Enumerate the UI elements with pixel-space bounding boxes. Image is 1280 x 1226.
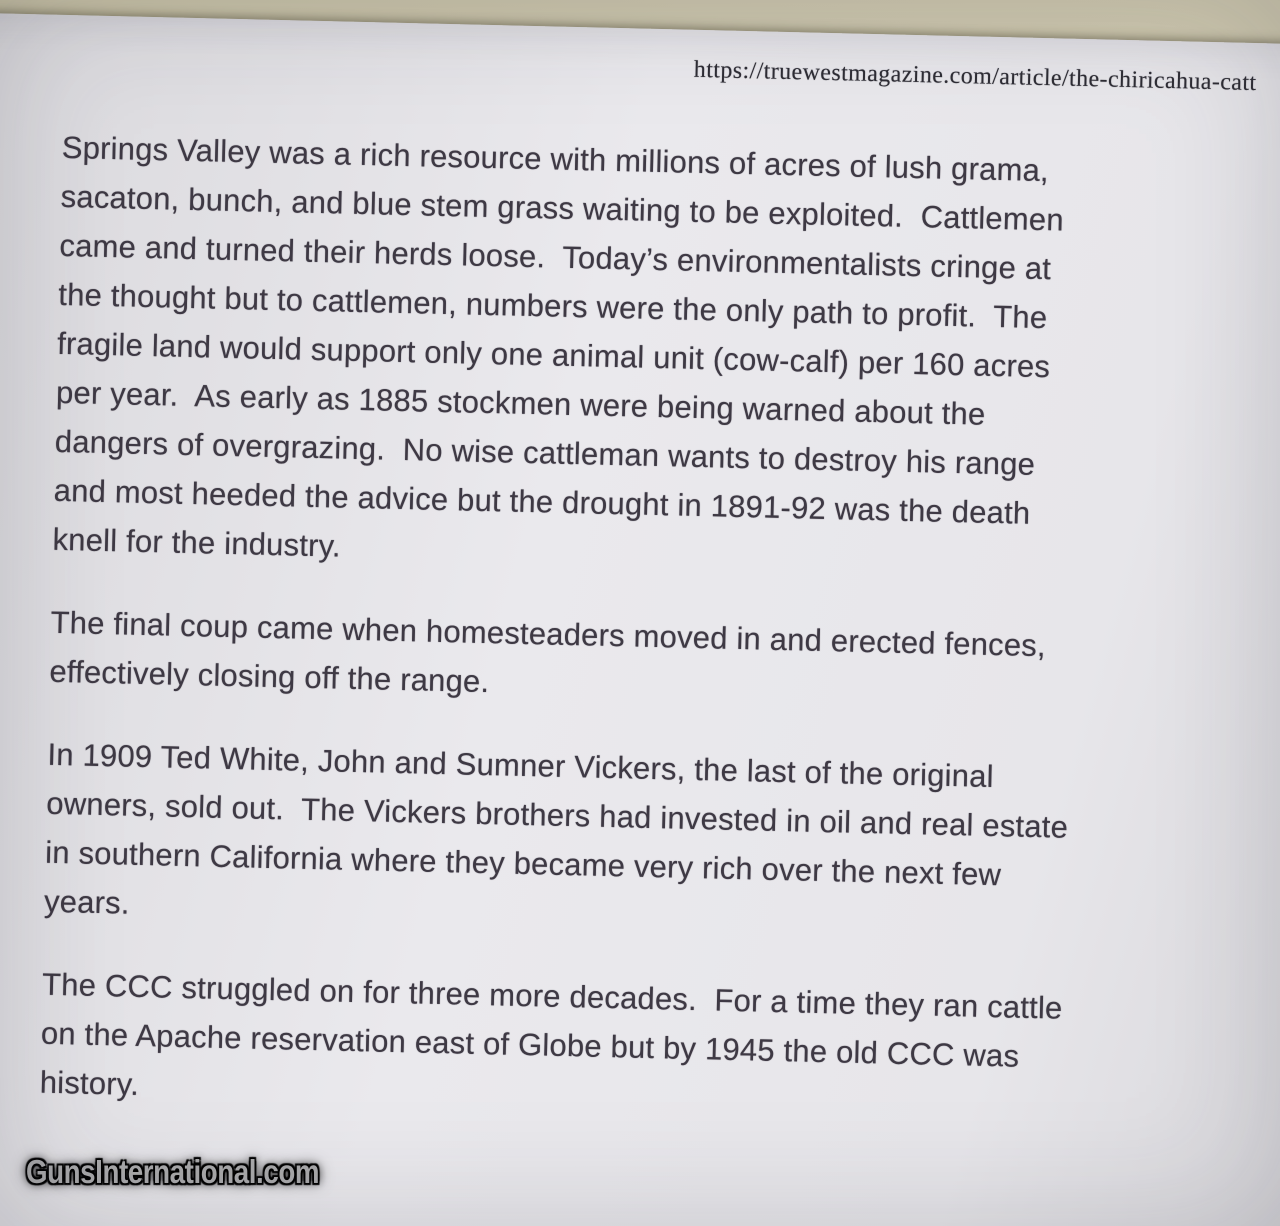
text-line: came and turned their herds loose. Today’s environmentalists cringe at (59, 227, 1052, 287)
text-line: the thought but to cattlemen, numbers were the only path to profit. The (57, 276, 1048, 336)
paragraph-homesteaders (49, 598, 1231, 724)
paragraph-ccc (39, 960, 1222, 1135)
text-line: fragile land would support only one animal unit (cow-calf) per 160 acres (56, 325, 1051, 385)
paragraph-vickers (44, 730, 1228, 954)
paragraph-grazing (52, 123, 1242, 592)
text-line: The final coup came when homesteaders moved in and erected fences, (50, 604, 1047, 664)
text-line: Springs Valley was a rich resource with millions of acres of lush grama, (61, 129, 1050, 189)
paper-page (0, 12, 1280, 1226)
article-body (39, 123, 1242, 1135)
text-line: owners, sold out. The Vickers brothers had invested in oil and real estate (45, 785, 1069, 845)
text-line: in southern California where they became very rich over the next few (44, 834, 1002, 893)
guns-international-watermark: GunsInternational.com (26, 1153, 320, 1190)
text-line: In 1909 Ted White, John and Sumner Vickers, the last of the original (47, 736, 995, 795)
source-url: https://truewestmagazine.com/article/the-chiricahua-catt (693, 56, 1257, 97)
text-line: years. (43, 883, 131, 921)
text-line: on the Apache reservation east of Globe but by 1945 the old CCC was (40, 1015, 1020, 1074)
text-line: per year. As early as 1885 stockmen were being warned about the (55, 374, 986, 432)
text-line: history. (39, 1064, 140, 1102)
text-line: sacaton, bunch, and blue stem grass waiting to be exploited. Cattlemen (60, 178, 1065, 238)
text-line: dangers of overgrazing. No wise cattleman wants to destroy his range (54, 423, 1036, 482)
text-line: effectively closing off the range. (49, 653, 490, 700)
text-line: knell for the industry. (52, 521, 342, 564)
text-line: and most heeded the advice but the drought in 1891-92 was the death (53, 472, 1031, 531)
text-line: The CCC struggled on for three more decades. For a time they ran cattle (41, 966, 1063, 1026)
